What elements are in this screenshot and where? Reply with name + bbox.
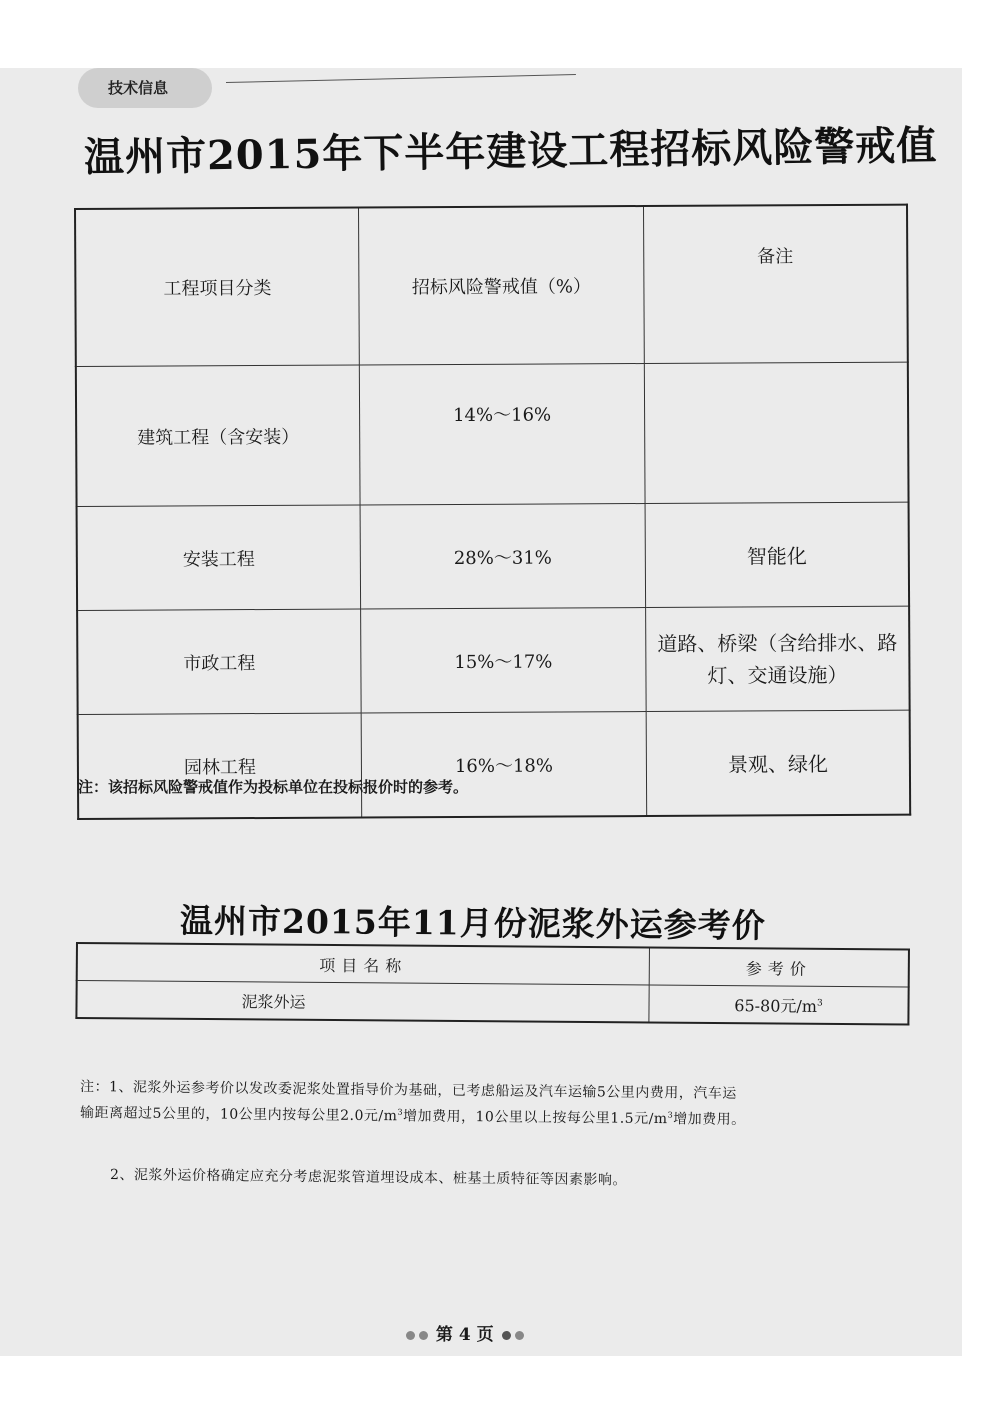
- dot-icon: [502, 1331, 511, 1340]
- mud-price-title: 温州市2015年11月份泥浆外运参考价: [179, 901, 766, 946]
- mud-note-sup: 3: [667, 1110, 674, 1120]
- mud-note-line2-part1: 输距离超过5公里的，10公里内按每公里2.0元/m: [79, 1105, 398, 1125]
- mud-price-table: [75, 942, 910, 1026]
- section-tag: [78, 68, 212, 108]
- table-header-row: [77, 943, 909, 987]
- mud-note-line2-part3: 增加费用。: [673, 1111, 746, 1128]
- row-value: 15%～17%: [361, 608, 647, 713]
- dot-icon: [406, 1331, 415, 1340]
- dot-icon: [419, 1331, 428, 1340]
- row-price-unit-sup: 3: [816, 997, 823, 1009]
- row-remark-line1: 道路、桥梁（含给排水、路: [657, 630, 898, 656]
- row-category: 市政工程: [77, 609, 361, 714]
- page-number: [404, 1320, 526, 1345]
- row-item: 泥浆外运: [76, 981, 649, 1023]
- row-remark: 景观、绿化: [646, 710, 910, 816]
- row-price-value: 65-80元/m: [734, 995, 818, 1016]
- section-tag-label: 技术信息: [108, 79, 169, 97]
- row-category: 安装工程: [77, 505, 361, 610]
- row-category: 园林工程: [78, 713, 362, 819]
- row-price: [649, 985, 909, 1025]
- table-row: [76, 981, 908, 1025]
- dot-icon: [515, 1331, 524, 1340]
- row-category: 建筑工程（含安装）: [76, 365, 360, 506]
- header-remark: 备注: [643, 205, 907, 364]
- mud-note-sup: 3: [397, 1107, 404, 1117]
- header-category: 工程项目分类: [75, 208, 359, 367]
- mud-note-line3: 2、泥浆外运价格确定应充分考虑泥浆管道埋设成本、桩基土质特征等因素影响。: [109, 1167, 627, 1189]
- table-row: [77, 502, 910, 610]
- page-number-label: 第 4 页: [435, 1325, 494, 1345]
- mud-note-line2-part2: 增加费用，10公里以上按每公里1.5元/m: [402, 1108, 668, 1128]
- risk-table-note: 注：该招标风险警戒值作为投标单位在投标报价时的参考。: [78, 778, 469, 796]
- row-value: 14%～16%: [359, 364, 645, 505]
- risk-threshold-table: [74, 204, 911, 820]
- risk-table-title: 温州市2015年下半年建设工程招标风险警戒值: [83, 122, 938, 181]
- table-row: [78, 710, 911, 819]
- row-remark: [646, 606, 910, 711]
- row-remark: [644, 362, 908, 503]
- row-value: 28%～31%: [360, 504, 646, 609]
- table-row: [77, 606, 910, 714]
- header-value: 招标风险警戒值（%）: [359, 206, 645, 365]
- header-item-name: 项目名称: [77, 943, 650, 985]
- mud-note-line1: 注：1、泥浆外运参考价以发改委泥浆处置指导价为基础，已考虑船运及汽车运输5公里内费用，汽车运: [79, 1079, 737, 1102]
- row-value: 16%～18%: [361, 712, 647, 818]
- header-reference-price: 参考价: [649, 948, 909, 988]
- table-row: [76, 362, 909, 506]
- row-remark-line2: 灯、交通设施）: [707, 662, 848, 688]
- table-header-row: [75, 205, 908, 367]
- row-remark: 智能化: [645, 502, 909, 607]
